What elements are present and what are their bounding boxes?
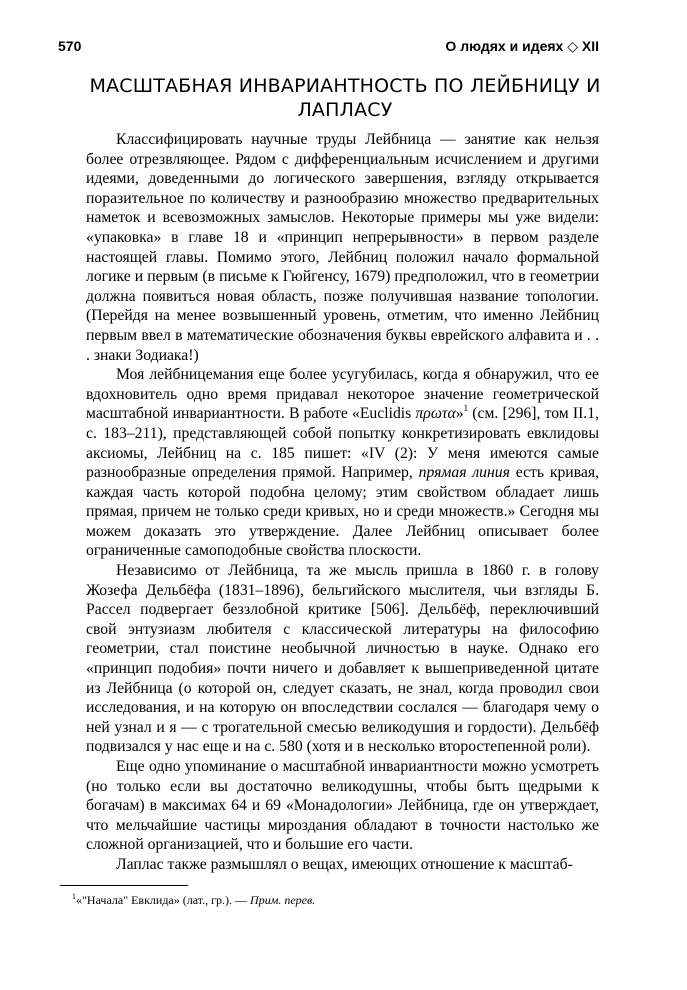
running-title: О людях и идеях ◇ XII (445, 38, 599, 54)
footnote-marker: 1 (72, 892, 76, 901)
paragraph-2-part-a: Моя лейбницемания еще более усугубилась, когда я обнаружил, что ее вдохновитель одно время придавал некоторое значение геометрической масштабной инвариантности. В работе «Euclidis (86, 366, 599, 423)
translator-note: Прим. перев. (250, 893, 316, 907)
footnote-text: «"Начала" Евклида» (лат., гр.). — (76, 893, 251, 907)
paragraph-5: Лаплас также размышлял о вещах, имеющих отношение к масштаб- (116, 855, 573, 873)
italic-term: прямая линия (418, 464, 510, 482)
paragraph-2-part-d: есть кривая, каждая часть которой подобна целому; этим свойством обладает лишь прямая, причем не только среди кривых, но и среди множеств.» Сегодня мы можем доказать это утверждение. Далее Лейбниц описывает более ограниченные самоподобные свойства плоскости. (86, 464, 599, 560)
footnote-divider (60, 885, 188, 886)
paragraph-4: Еще одно упоминание о масштабной инвариантности можно усмотреть (но только если вы достаточно великодушны, чтобы быть щедрыми к богачам) в максимах 64 и 69 «Монадологии» Лейбница, где он утверждает, что мельчайшие частицы мироздания обладают в точности настолько же сложной организацией, что и большие его части. (86, 758, 599, 854)
page-number: 570 (58, 38, 82, 54)
greek-word: πρωτα (415, 405, 456, 423)
paragraph-3: Независимо от Лейбница, та же мысль пришла в 1860 г. в голову Жозефа Дельбёфа (1831–1896), бельгийского мыслителя, чьи взгляды Б. Рассел подвергает беззлобной критике [506]. Дельбёф, переключивший свой энтузиазм любителя с классической литературы на философию геометрии, стал поистине необычной личностью в науке. Однако его «принцип подобия» почти ничего и добавляет к вышеприведенной цитате из Лейбница (о которой он, следует сказать, не знал, когда проводил свои исследования, и на которую он впоследствии сослался — благодаря чему о ней узнал и я — с трогательной смесью великодушия и гордости). Дельбёф подвизался у нас еще и на с. 580 (хотя и в несколько второстепенной роли). (86, 562, 599, 756)
footnote (72, 893, 315, 908)
footnote-reference[interactable]: 1 (463, 403, 469, 414)
paragraph-1: Классифицировать научные труды Лейбница — занятие как нельзя более отрезвляющее. Рядом с дифференциальным исчислением и другими идеями, доведенными до логического завершения, взгляду открывается поразительное по количеству и разнообразию множество предварительных наметок и всевозможных замыслов. Некоторые примеры мы уже видели: «упаковка» в главе 18 и «принцип непрерывности» в первом разделе настоящей главы. Помимо этого, Лейбниц положил начало формальной логике и первым (в письме к Гюйгенсу, 1679) предположил, что в геометрии должна появиться новая область, позже получившая название топологии. (Перейдя на менее возвышенный уровень, отметим, что именно Лейбниц первым ввел в математические обозначения буквы еврейского алфавита и . . . знаки Зодиака!) (86, 131, 599, 364)
paragraph-2-part-c: (см. [296], том II.1, с. 183–211), представляющей собой попытку конкретизировать евклидовы аксиомы, Лейбниц на с. 185 пишет: «IV (2): У меня имеются самые разнообразные определения прямой. Например, (86, 405, 599, 482)
section-title: МАСШТАБНАЯ ИНВАРИАНТНОСТЬ ПО ЛЕЙБНИЦУ И ЛАПЛАСУ (89, 75, 601, 121)
paragraph-2-quote-close: » (455, 405, 464, 423)
paragraph-2 (86, 365, 599, 561)
body-text (86, 130, 599, 875)
